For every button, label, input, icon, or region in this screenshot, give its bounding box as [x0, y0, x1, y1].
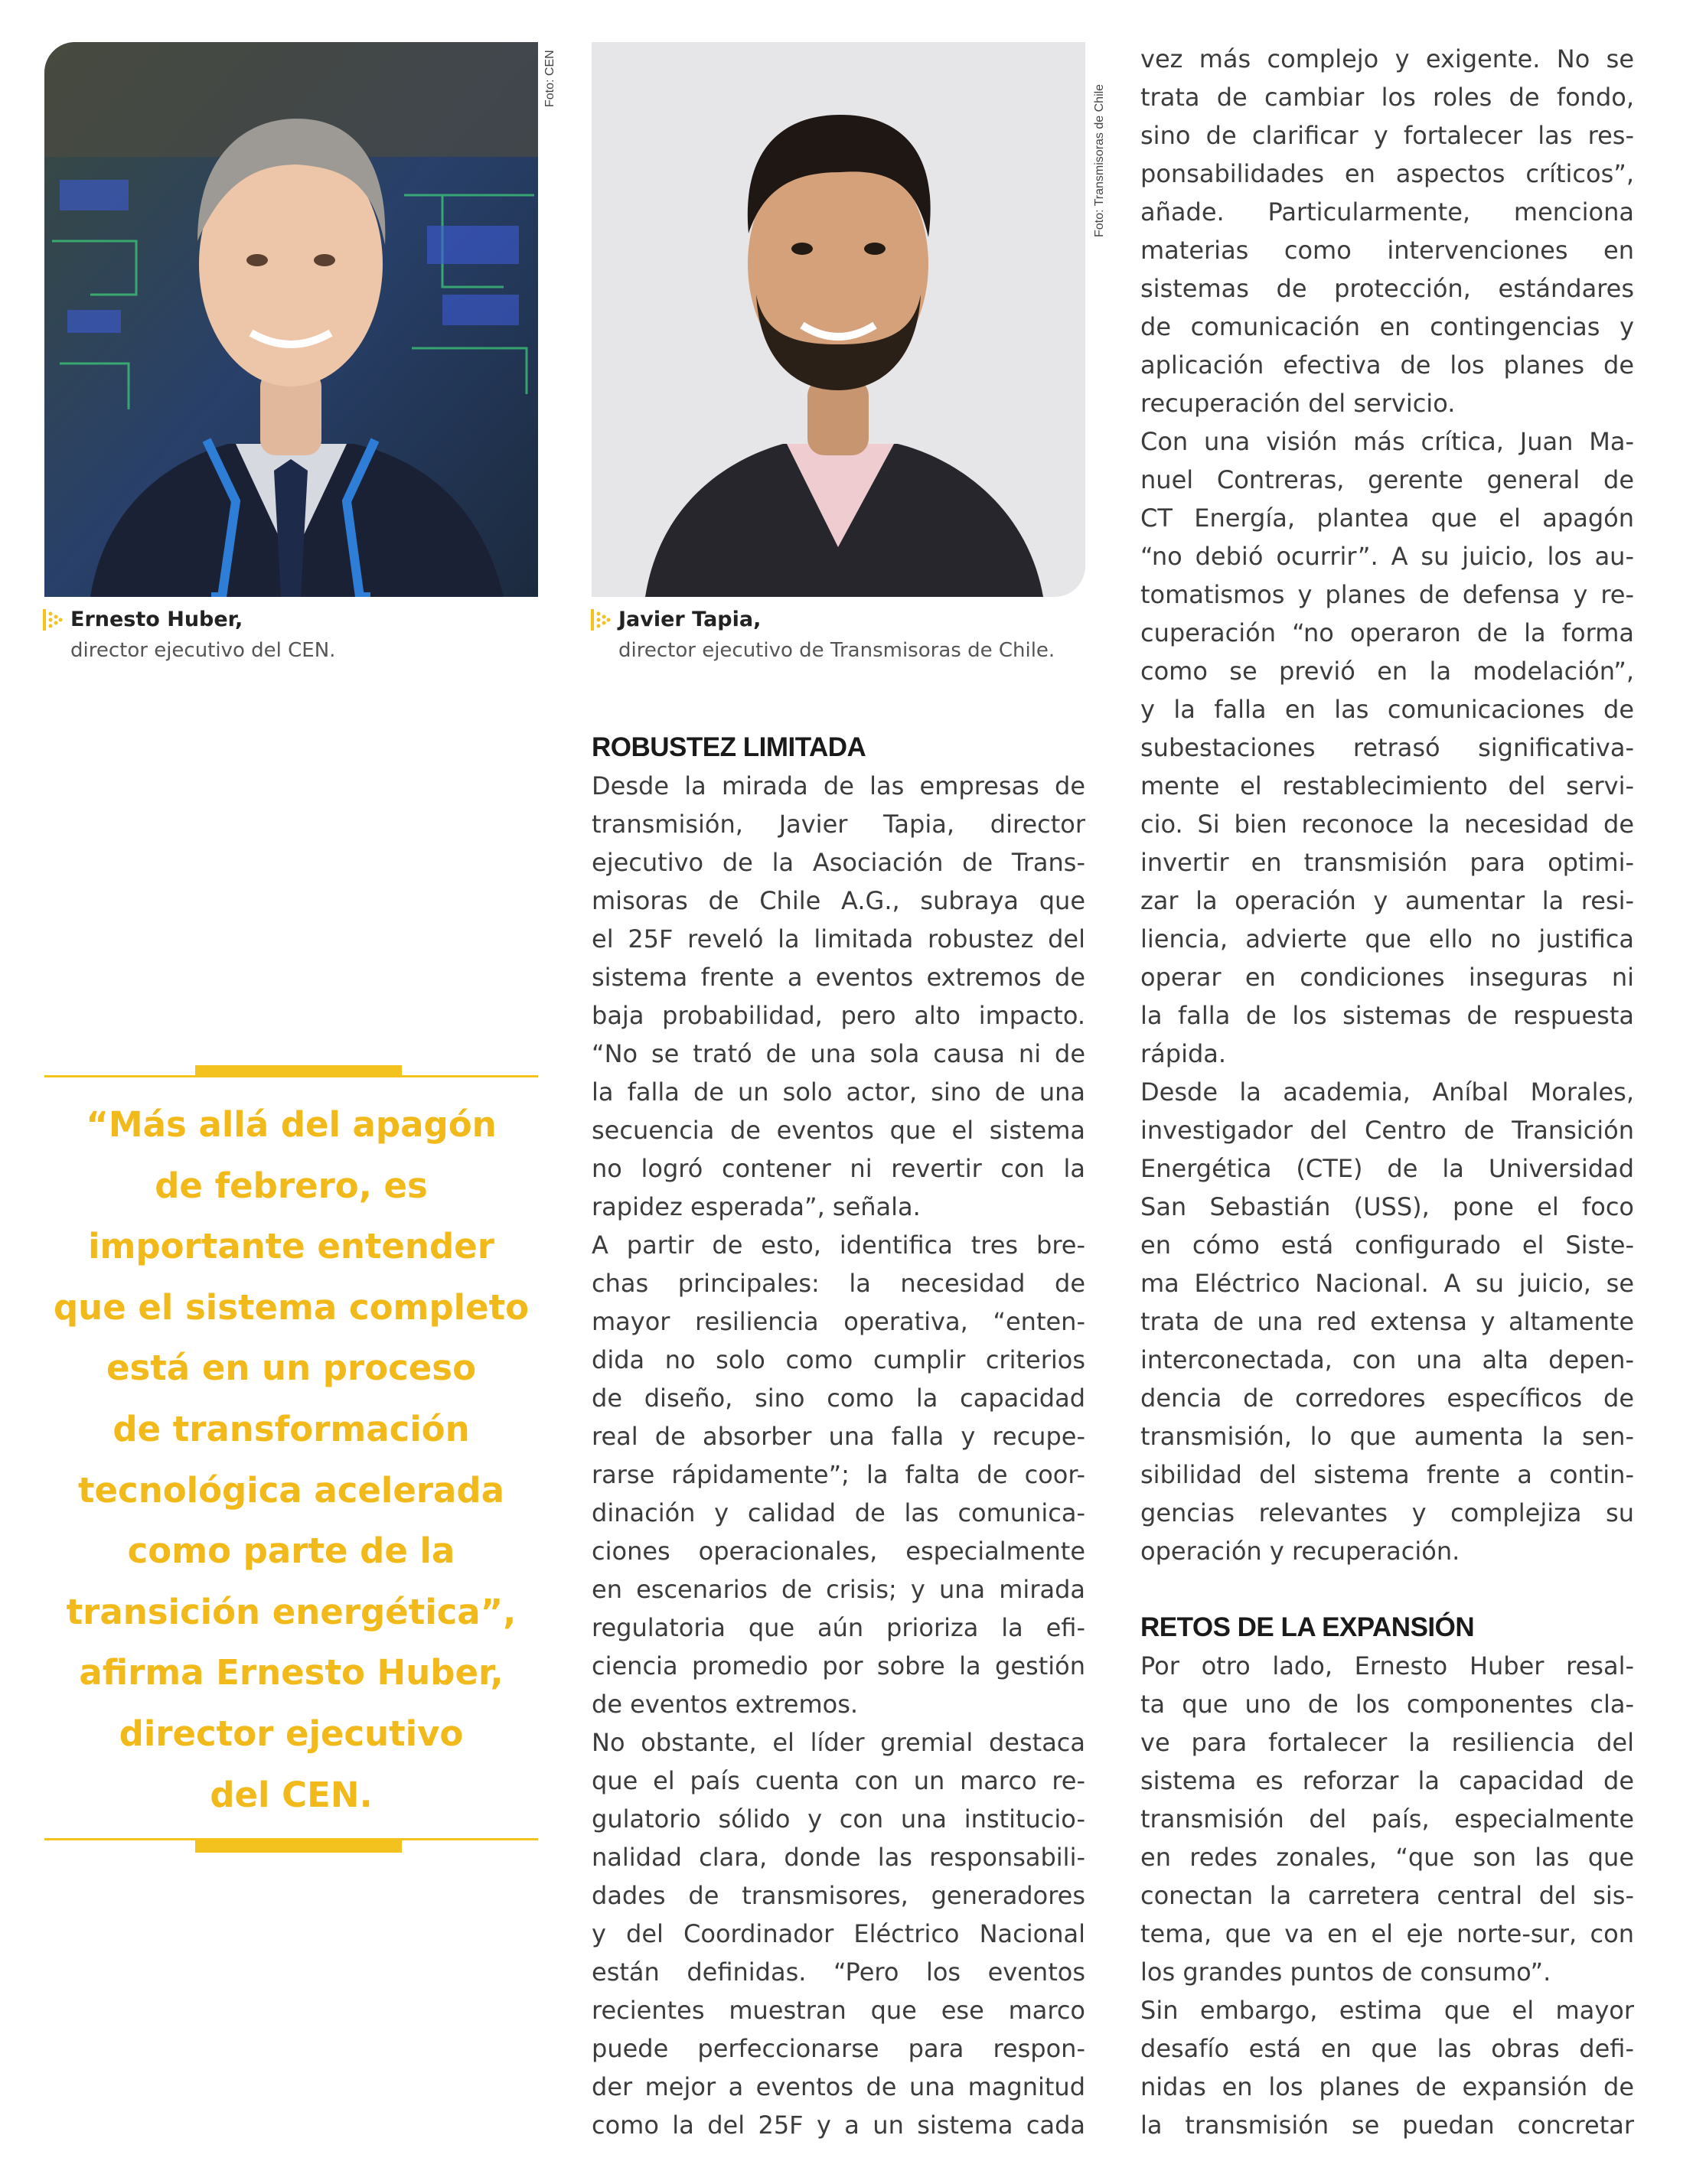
text-line: invertir en transmisión para optimi- [1140, 848, 1634, 877]
text-line: Por otro lado, Ernesto Huber resal- [1140, 1651, 1634, 1680]
text-line: transmisión, lo que aumenta la sen- [1140, 1422, 1634, 1451]
text-line: Con una visión más crítica, Juan Ma- [1140, 427, 1634, 456]
text-line: investigador del Centro de Transición [1140, 1116, 1634, 1145]
text-line: sistemas de protección, estándares [1140, 274, 1634, 303]
text-line: misoras de Chile A.G., subraya que [592, 886, 1085, 915]
portrait-illustration-huber [44, 42, 538, 597]
text-line: recuperación del servicio. [1140, 389, 1456, 418]
text-line: dencia de corredores específicos de [1140, 1384, 1634, 1413]
text-line: liencia, advierte que ello no justifica [1140, 924, 1634, 953]
text-line: mente el restablecimiento del servi- [1140, 771, 1634, 800]
text-line: no logró contener ni revertir con la [592, 1154, 1085, 1183]
text-line: de eventos extremos. [592, 1690, 859, 1719]
text-line: en escenarios de crisis; y una mirada [592, 1575, 1085, 1604]
text-line: ciones operacionales, especialmente [592, 1537, 1085, 1566]
pull-quote-line: como parte de la [127, 1530, 455, 1572]
pull-quote-line: importante entender [88, 1226, 494, 1267]
text-line: cuperación “no operaron de la forma [1140, 618, 1634, 647]
text-line: sino de clarificar y fortalecer las res- [1140, 121, 1634, 150]
text-line: vez más complejo y exigente. No se [1140, 44, 1634, 73]
text-line: rapidez esperada”, señala. [592, 1192, 921, 1221]
text-line: secuencia de eventos que el sistema [592, 1116, 1085, 1145]
text-line: real de absorber una falla y recupe- [592, 1422, 1085, 1451]
section-heading: RETOS DE LA EXPANSIÓN [1140, 1612, 1475, 1642]
text-line: ve para fortalecer la resiliencia del [1140, 1728, 1634, 1757]
text-line: ejecutivo de la Asociación de Trans- [592, 848, 1085, 877]
pull-quote-line: de transformación [113, 1408, 470, 1449]
text-line: gulatorio sólido y con una institucio- [592, 1804, 1085, 1834]
text-line: nidas en los planes de expansión de [1140, 2072, 1634, 2101]
text-line: están definidas. “Pero los eventos [592, 1957, 1085, 1987]
text-line: transmisión, Javier Tapia, director [592, 810, 1085, 839]
text-line: rarse rápidamente”; la falta de coor- [592, 1460, 1085, 1489]
text-line: A partir de esto, identifica tres bre- [592, 1231, 1085, 1260]
text-line: conectan la carretera central del sis- [1140, 1881, 1634, 1910]
text-line: aplicación efectiva de los planes de [1140, 350, 1634, 380]
text-line: cio. Si bien reconoce la necesidad de [1140, 810, 1634, 839]
text-line: ponsabilidades en aspectos críticos”, [1140, 159, 1634, 188]
article-column-right [1140, 40, 1634, 2144]
text-line: recientes muestran que ese marco [592, 1996, 1085, 2025]
text-line: “No se trató de una sola causa ni de [592, 1039, 1085, 1068]
pull-quote-line: “Más allá del apagón [86, 1104, 497, 1145]
text-line: ma Eléctrico Nacional. A su juicio, se [1140, 1269, 1634, 1298]
text-line: los grandes puntos de consumo”. [1140, 1957, 1551, 1987]
text-line: tomatismos y planes de defensa y re- [1140, 580, 1634, 609]
text-line: San Sebastián (USS), pone el foco [1140, 1192, 1634, 1221]
pull-quote-top-rule [44, 1075, 538, 1077]
photo-javier-tapia [592, 42, 1085, 597]
text-line: trata de una red extensa y altamente [1140, 1307, 1634, 1336]
text-line: mayor resiliencia operativa, “enten- [592, 1307, 1085, 1336]
text-line: zar la operación y aumentar la resi- [1140, 886, 1634, 915]
caption-name-tapia: Javier Tapia, [618, 608, 762, 631]
text-line: ta que uno de los componentes cla- [1140, 1690, 1634, 1719]
text-line: puede perfeccionarse para respon- [592, 2034, 1085, 2063]
pull-quote [44, 1094, 538, 1825]
text-line: y la falla en las comunicaciones de [1140, 695, 1634, 724]
text-line: nuel Contreras, gerente general de [1140, 465, 1634, 494]
pull-quote-line: director ejecutivo [119, 1713, 464, 1754]
text-line: regulatoria que aún prioriza la efi- [592, 1613, 1085, 1642]
text-line: materias como intervenciones en [1140, 236, 1634, 265]
portrait-illustration-tapia [592, 42, 1085, 597]
text-line: trata de cambiar los roles de fondo, [1140, 83, 1634, 112]
pull-quote-line: que el sistema completo [53, 1286, 530, 1328]
text-line: de comunicación en contingencias y [1140, 312, 1634, 341]
caption-huber [70, 605, 545, 666]
text-line: sistema es reforzar la capacidad de [1140, 1766, 1634, 1795]
text-line: interconectada, con una alta depen- [1140, 1345, 1634, 1374]
text-line: Desde la mirada de las empresas de [592, 771, 1085, 800]
caption-role-huber: director ejecutivo del CEN. [70, 639, 336, 662]
pull-quote-line: está en un proceso [106, 1348, 477, 1389]
pull-quote-bottom-bar [195, 1840, 402, 1853]
pull-quote-line: del CEN. [210, 1774, 373, 1815]
text-line: ciencia promedio por sobre la gestión [592, 1651, 1085, 1680]
text-line: Sin embargo, estima que el mayor [1140, 1996, 1634, 2025]
caption-bullet-icon [591, 609, 611, 631]
text-line: la transmisión se puedan concretar [1140, 2111, 1634, 2140]
article-column-middle [592, 729, 1085, 2144]
text-line: transmisión del país, especialmente [1140, 1804, 1634, 1834]
text-line: subestaciones retrasó significativa- [1140, 733, 1634, 762]
paragraph-gap [1140, 1570, 1634, 1609]
text-line: sibilidad del sistema frente a contin- [1140, 1460, 1634, 1489]
text-line: sistema frente a eventos extremos de [592, 963, 1085, 992]
pull-quote-line: transición energética”, [66, 1591, 517, 1632]
text-line: el 25F reveló la limitada robustez del [592, 924, 1085, 953]
text-line: en cómo está configurado el Siste- [1140, 1231, 1634, 1260]
pull-quote-line: tecnológica acelerada [78, 1469, 504, 1511]
text-line: baja probabilidad, pero alto impacto. [592, 1001, 1085, 1030]
text-line: Energética (CTE) de la Universidad [1140, 1154, 1634, 1183]
text-line: la falla de los sistemas de respuesta [1140, 1001, 1634, 1030]
text-line: dida no solo como cumplir criterios [592, 1345, 1085, 1374]
text-line: dinación y calidad de las comunica- [592, 1498, 1085, 1527]
photo-credit-tapia: Foto: Transmisoras de Chile [1093, 83, 1106, 237]
photo-credit-huber: Foto: CEN [543, 50, 556, 107]
text-line: en redes zonales, “que son las que [1140, 1843, 1634, 1872]
text-line: Desde la academia, Aníbal Morales, [1140, 1077, 1634, 1107]
text-line: No obstante, el líder gremial destaca [592, 1728, 1085, 1757]
text-line: CT Energía, plantea que el apagón [1140, 504, 1634, 533]
text-line: de diseño, sino como la capacidad [592, 1384, 1085, 1413]
text-line: desafío está en que las obras defi- [1140, 2034, 1634, 2063]
section-heading: ROBUSTEZ LIMITADA [592, 732, 866, 762]
photo-ernesto-huber [44, 42, 538, 597]
text-line: como la del 25F y a un sistema cada [592, 2111, 1085, 2140]
text-line: rápida. [1140, 1039, 1227, 1068]
caption-tapia [618, 605, 1108, 666]
caption-role-tapia: director ejecutivo de Transmisoras de Chile. [618, 639, 1055, 662]
text-line: chas principales: la necesidad de [592, 1269, 1085, 1298]
caption-bullet-icon [43, 609, 63, 631]
text-line: operación y recuperación. [1140, 1537, 1460, 1566]
text-line: la falla de un solo actor, sino de una [592, 1077, 1085, 1107]
pull-quote-line: afirma Ernesto Huber, [79, 1652, 504, 1693]
text-line: tema, que va en el eje norte-sur, con [1140, 1919, 1634, 1948]
text-line: nalidad clara, donde las responsabili- [592, 1843, 1085, 1872]
text-line: añade. Particularmente, menciona [1140, 197, 1634, 227]
pull-quote-line: de febrero, es [155, 1165, 428, 1206]
text-line: que el país cuenta con un marco re- [592, 1766, 1085, 1795]
text-line: der mejor a eventos de una magnitud [592, 2072, 1085, 2101]
text-line: dades de transmisores, generadores [592, 1881, 1085, 1910]
text-line: como se previó en la modelación”, [1140, 657, 1634, 686]
caption-name-huber: Ernesto Huber, [70, 608, 243, 631]
text-line: “no debió ocurrir”. A su juicio, los au- [1140, 542, 1634, 571]
text-line: operar en condiciones inseguras ni [1140, 963, 1634, 992]
text-line: y del Coordinador Eléctrico Nacional [592, 1919, 1085, 1948]
text-line: gencias relevantes y complejiza su [1140, 1498, 1634, 1527]
